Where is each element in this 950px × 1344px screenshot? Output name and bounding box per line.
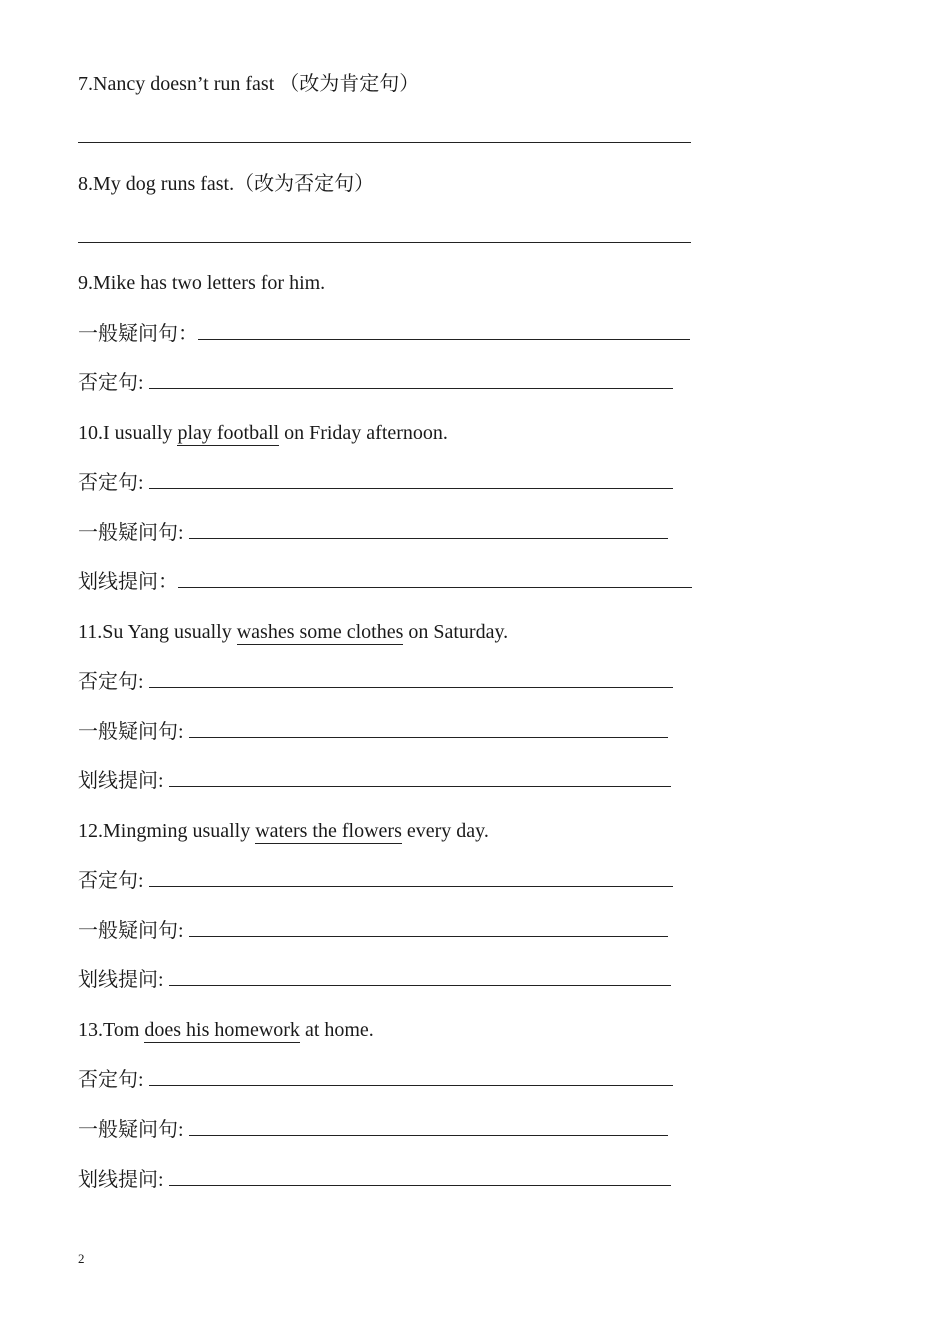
q10-negative-row	[78, 470, 673, 495]
q9-negative-label: 否定句:	[78, 372, 144, 394]
question-8-text: 8.My dog runs fast.（改为否定句）	[78, 173, 375, 195]
q11-underlined-phrase: washes some clothes	[236, 621, 404, 643]
q13-underline-question-label: 划线提问:	[78, 1169, 164, 1191]
q12-prefix: 12.Mingming usually	[78, 820, 256, 842]
question-7-text: 7.Nancy doesn’t run fast （改为肯定句）	[78, 73, 420, 95]
q13-suffix: at home.	[299, 1019, 374, 1041]
q10-general-question-row	[78, 520, 668, 545]
q12-negative-label: 否定句:	[78, 870, 144, 892]
q12-underline-question-label: 划线提问:	[78, 969, 164, 991]
q11-negative-blank[interactable]	[149, 669, 673, 688]
q13-underlined-phrase: does his homework	[144, 1019, 300, 1041]
q11-general-question-label: 一般疑问句:	[78, 721, 184, 743]
q12-negative-blank[interactable]	[149, 868, 673, 887]
q11-negative-row	[78, 669, 673, 694]
q11-general-question-row	[78, 719, 668, 744]
q13-underline-question-row	[78, 1167, 671, 1192]
q13-underline-question-blank[interactable]	[169, 1167, 671, 1186]
q10-underlined-phrase: play football	[177, 422, 280, 444]
q11-suffix: on Saturday.	[403, 621, 509, 643]
page-number: 2	[78, 1251, 85, 1266]
q11-general-question-blank[interactable]	[189, 719, 668, 738]
q13-negative-blank[interactable]	[149, 1067, 673, 1086]
question-10	[78, 421, 448, 445]
question-9-sentence: 9.Mike has two letters for him.	[78, 272, 326, 294]
q12-underline-question-blank[interactable]	[169, 967, 671, 986]
q13-negative-label: 否定句:	[78, 1069, 144, 1091]
q10-general-question-label: 一般疑问句:	[78, 522, 184, 544]
q12-general-question-row	[78, 918, 668, 943]
q10-underline-question-label: 划线提问：	[78, 571, 178, 593]
q13-prefix: 13.Tom	[78, 1019, 145, 1041]
q9-general-question-row	[78, 321, 690, 346]
question-9	[78, 271, 325, 295]
question-8	[78, 172, 374, 196]
question-12	[78, 819, 489, 843]
q10-suffix: on Friday afternoon.	[279, 422, 448, 444]
question-7	[78, 72, 419, 96]
q12-underlined-phrase: waters the flowers	[255, 820, 402, 842]
q9-general-question-label: 一般疑问句：	[78, 323, 198, 345]
q12-negative-row	[78, 868, 673, 893]
q10-general-question-blank[interactable]	[189, 520, 668, 539]
answer-line-q7[interactable]	[78, 142, 691, 143]
q13-general-question-label: 一般疑问句:	[78, 1119, 184, 1141]
q13-negative-row	[78, 1067, 673, 1092]
q10-negative-label: 否定句:	[78, 472, 144, 494]
q11-underline-question-row	[78, 768, 671, 793]
q10-underline-question-row	[78, 569, 692, 594]
q13-general-question-row	[78, 1117, 668, 1142]
q11-negative-label: 否定句:	[78, 671, 144, 693]
q13-general-question-blank[interactable]	[189, 1117, 668, 1136]
q11-prefix: 11.Su Yang usually	[78, 621, 237, 643]
q12-suffix: every day.	[401, 820, 489, 842]
q10-underline-question-blank[interactable]	[178, 569, 692, 588]
q12-general-question-label: 一般疑问句:	[78, 920, 184, 942]
question-13	[78, 1018, 374, 1042]
q10-negative-blank[interactable]	[149, 470, 673, 489]
q9-negative-row	[78, 370, 673, 395]
q9-general-question-blank[interactable]	[198, 321, 690, 340]
q11-underline-question-blank[interactable]	[169, 768, 671, 787]
question-11	[78, 620, 508, 644]
q9-negative-blank[interactable]	[149, 370, 673, 389]
answer-line-q8[interactable]	[78, 242, 691, 243]
q11-underline-question-label: 划线提问:	[78, 770, 164, 792]
q12-underline-question-row	[78, 967, 671, 992]
q10-prefix: 10.I usually	[78, 422, 178, 444]
q12-general-question-blank[interactable]	[189, 918, 668, 937]
